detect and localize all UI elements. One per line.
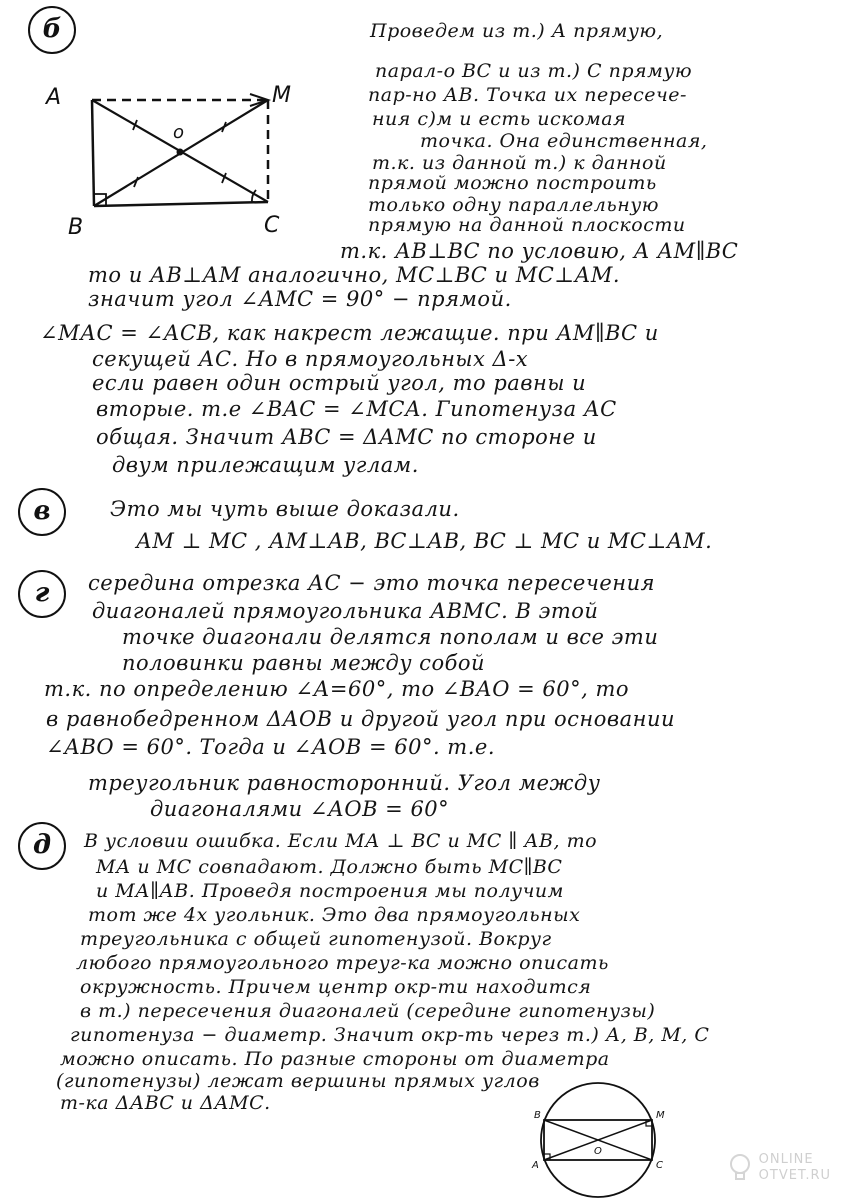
text-line: гипотенуза − диаметр. Значит окр-ть через т.) А, В, М, С xyxy=(70,1024,710,1046)
text-line: Это мы чуть выше доказали. xyxy=(110,497,460,521)
text-line: середина отрезка АС − это точка пересечения xyxy=(88,571,656,595)
text-line: парал-о ВС и из т.) С прямую xyxy=(375,60,693,82)
text-line: в равнобедренном ΔАОВ и другой угол при основании xyxy=(46,707,676,731)
text-line: т.к. по определению ∠А=60°, то ∠ВАО = 60°, то xyxy=(44,677,630,701)
text-line: можно описать. По разные стороны от диаметра xyxy=(60,1048,610,1070)
rectangle-figure xyxy=(40,78,300,238)
label-m: M xyxy=(272,83,291,108)
text-line: половинки равны между собой xyxy=(122,651,486,675)
label-o: o xyxy=(173,122,185,143)
text-line: т-ка ΔАВС и ΔАМС. xyxy=(60,1092,271,1114)
text-line: треугольника с общей гипотенузой. Вокруг xyxy=(80,928,552,950)
item-marker-b: б xyxy=(28,6,76,54)
text-line: точка. Она единственная, xyxy=(420,130,708,152)
text-line: ∠МАС = ∠АСВ, как накрест лежащие. при АМ∥ВС и xyxy=(40,321,659,345)
text-line: прямую на данной плоскости xyxy=(368,214,686,236)
text-line: диагоналями ∠АОВ = 60° xyxy=(150,797,450,821)
text-line: и МА∥АВ. Проведя построения мы получим xyxy=(96,880,564,902)
text-line: вторые. т.е ∠ВАС = ∠МСА. Гипотенуза АС xyxy=(96,397,617,421)
watermark-line-2: OTVET.RU xyxy=(758,1168,831,1183)
text-line: т.к. из данной т.) к данной xyxy=(372,152,667,174)
text-line: двум прилежащим углам. xyxy=(112,453,419,477)
text-line: пар-но АВ. Точка их пересече- xyxy=(368,84,687,106)
text-line: то и АВ⊥АМ аналогично, МС⊥ВС и МС⊥АМ. xyxy=(88,263,621,287)
label-c: C xyxy=(656,1160,663,1171)
text-line: (гипотенузы) лежат вершины прямых углов xyxy=(56,1070,540,1092)
text-line: общая. Значит АВС = ΔАМС по стороне и xyxy=(96,425,597,449)
side-bc xyxy=(94,202,268,206)
text-line: ния с)м и есть искомая xyxy=(372,108,627,130)
text-line: Проведем из т.) А прямую, xyxy=(370,20,664,42)
center-point xyxy=(177,149,184,156)
text-line: в т.) пересечения диагоналей (середине гипотенузы) xyxy=(80,1000,656,1022)
item-marker-g: г xyxy=(18,570,66,618)
text-line: точке диагонали делятся пополам и все эти xyxy=(122,625,659,649)
label-a: A xyxy=(532,1160,539,1171)
label-a: A xyxy=(46,85,62,110)
side-ab xyxy=(92,100,94,206)
text-line: т.к. АВ⊥ВС по условию, А АМ∥ВС xyxy=(340,239,739,263)
text-line: треугольник равносторонний. Угол между xyxy=(88,771,601,795)
item-marker-d: д xyxy=(18,822,66,870)
text-line: МА и МС совпадают. Должно быть МС∥ВС xyxy=(96,856,563,878)
site-watermark xyxy=(729,1152,831,1184)
text-line: прямой можно построить xyxy=(368,172,657,194)
lightbulb-icon xyxy=(729,1153,751,1183)
text-line: диагоналей прямоугольника АВМС. В этой xyxy=(92,599,599,623)
text-line: если равен один острый угол, то равны и xyxy=(92,371,587,395)
label-m: M xyxy=(656,1110,665,1121)
text-line: только одну параллельную xyxy=(368,194,659,216)
text-line: АМ ⊥ МС , АМ⊥АВ, ВС⊥АВ, ВС ⊥ МС и МС⊥АМ. xyxy=(136,529,713,553)
label-b: B xyxy=(68,215,84,238)
label-c: C xyxy=(264,213,280,238)
text-line: секущей АС. Но в прямоугольных Δ-х xyxy=(92,347,529,371)
text-line: любого прямоугольного треуг-ка можно описать xyxy=(76,952,609,974)
watermark-line-1: ONLINE xyxy=(758,1152,814,1167)
item-marker-v: в xyxy=(18,488,66,536)
text-line: окружность. Причем центр окр-ти находится xyxy=(80,976,592,998)
label-b: B xyxy=(534,1110,541,1121)
text-line: значит угол ∠АМС = 90° − прямой. xyxy=(88,287,512,311)
text-line: В условии ошибка. Если МА ⊥ ВС и МС ∥ АВ, то xyxy=(84,830,598,852)
label-o: O xyxy=(594,1146,602,1157)
text-line: ∠АВО = 60°. Тогда и ∠АОВ = 60°. т.е. xyxy=(46,735,495,759)
inscribed-rectangle-figure xyxy=(528,1076,668,1200)
text-line: тот же 4х угольник. Это два прямоугольных xyxy=(88,904,581,926)
